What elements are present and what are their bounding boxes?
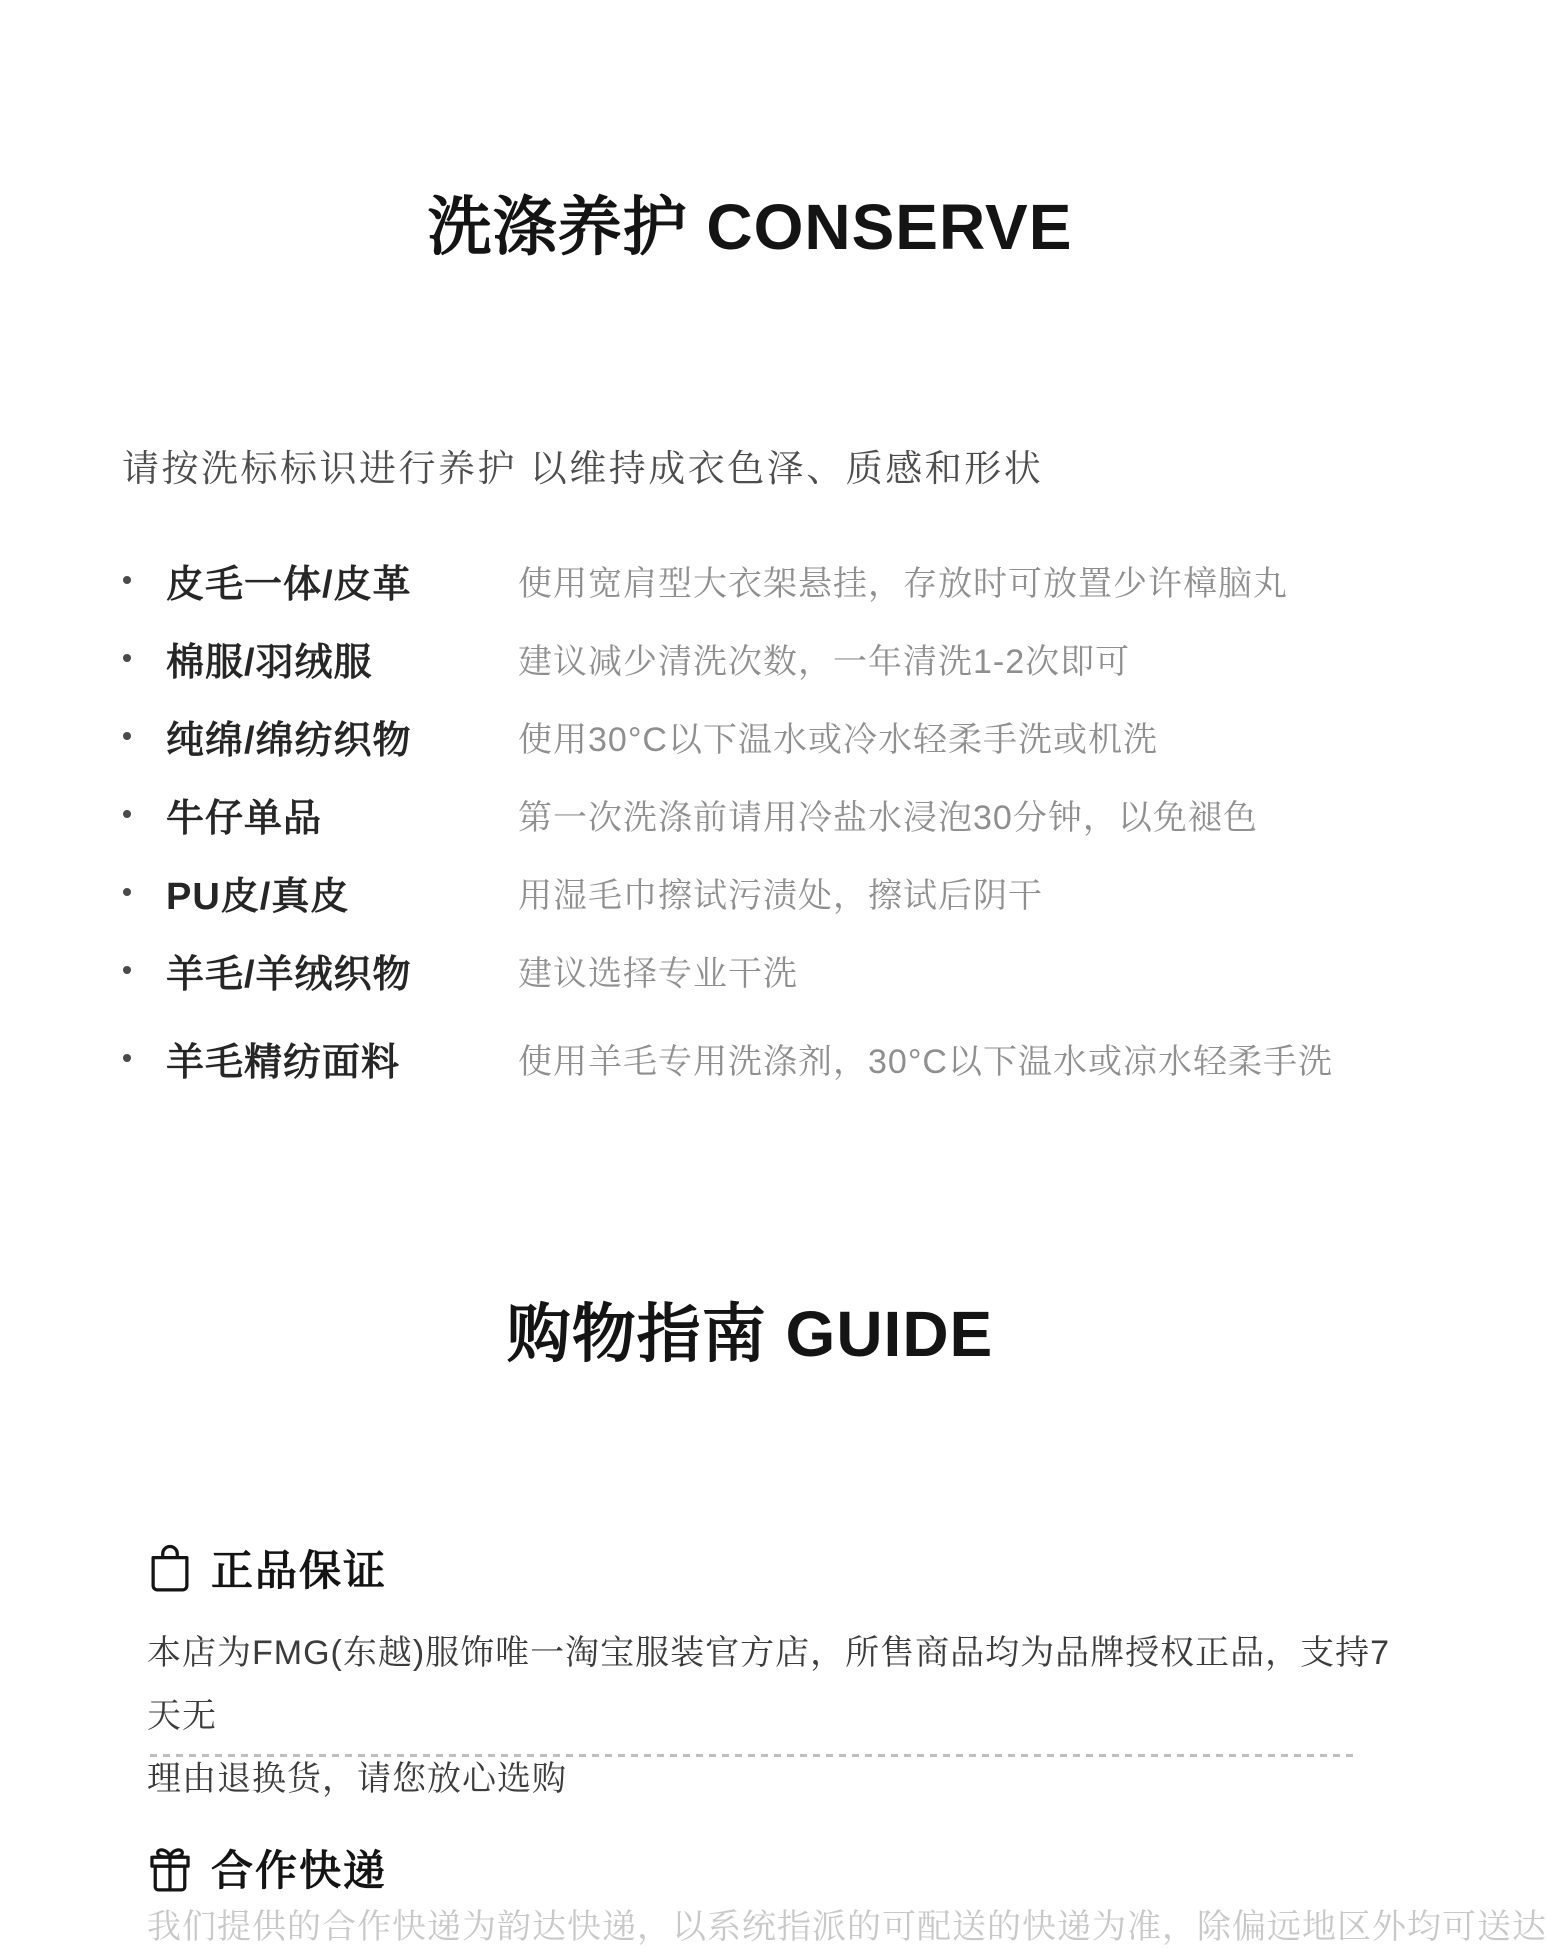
dashed-divider (150, 1754, 1355, 1757)
care-item-description: 使用羊毛专用洗涤剂，30°C以下温水或凉水轻柔手洗 (518, 1042, 1333, 1081)
care-item-description: 用湿毛巾擦试污渍处，擦试后阴干 (518, 876, 1043, 915)
care-list-item (123, 931, 1413, 1009)
care-item-term: 羊毛/羊绒织物 (166, 953, 412, 996)
care-item-description: 建议减少清洗次数，一年清洗1-2次即可 (518, 642, 1131, 681)
care-list-item (123, 697, 1413, 775)
authentic-guarantee-block (147, 1538, 387, 1598)
care-item-term: 棉服/羽绒服 (166, 641, 373, 684)
authentic-guarantee-body (147, 1622, 1407, 1811)
bullet-dot-icon (123, 576, 131, 584)
care-list-item (123, 541, 1413, 619)
care-item-description: 使用宽肩型大衣架悬挂，存放时可放置少许樟脑丸 (518, 564, 1288, 603)
care-section-subtitle: 请按洗标标识进行养护 以维持成衣色泽、质感和形状 (122, 448, 1044, 489)
care-list-item (123, 775, 1413, 853)
care-list-item (123, 853, 1413, 931)
express-partner-heading: 合作快递 (211, 1847, 388, 1894)
shopping-bag-icon (147, 1543, 193, 1593)
guide-section-title: 购物指南 GUIDE (506, 1298, 994, 1370)
care-instruction-list (123, 541, 1413, 1097)
bullet-dot-icon (123, 966, 131, 974)
care-list-item (123, 619, 1413, 697)
care-section-title: 洗涤养护 CONSERVE (427, 191, 1073, 263)
gift-box-icon (147, 1843, 193, 1893)
care-item-term: 羊毛精纺面料 (166, 1041, 401, 1084)
bullet-dot-icon (123, 810, 131, 818)
express-partner-block (147, 1838, 387, 1898)
care-item-term: 牛仔单品 (166, 797, 323, 840)
care-item-term: 纯绵/绵纺织物 (166, 719, 412, 762)
care-item-description: 使用30°C以下温水或冷水轻柔手洗或机洗 (518, 720, 1158, 759)
bullet-dot-icon (123, 1054, 131, 1062)
care-item-term: 皮毛一体/皮革 (166, 563, 412, 606)
authentic-guarantee-heading: 正品保证 (211, 1547, 388, 1594)
bullet-dot-icon (123, 732, 131, 740)
care-list-item (123, 1019, 1413, 1097)
bullet-dot-icon (123, 888, 131, 896)
bullet-dot-icon (123, 654, 131, 662)
body-line: 本店为FMG(东越)服饰唯一淘宝服装官方店，所售商品均为品牌授权正品，支持7天无 (147, 1634, 1391, 1735)
body-line: 理由退换货，请您放心选购 (147, 1760, 567, 1798)
care-item-term: PU皮/真皮 (166, 875, 350, 918)
express-body-cutoff-text: 我们提供的合作快递为韵达快递，以系统指派的可配送的快递为准，除偏远地区外均可送达 (147, 1908, 1547, 1946)
care-item-description: 建议选择专业干洗 (518, 954, 798, 993)
care-item-description: 第一次洗涤前请用冷盐水浸泡30分钟，以免褪色 (518, 798, 1258, 837)
